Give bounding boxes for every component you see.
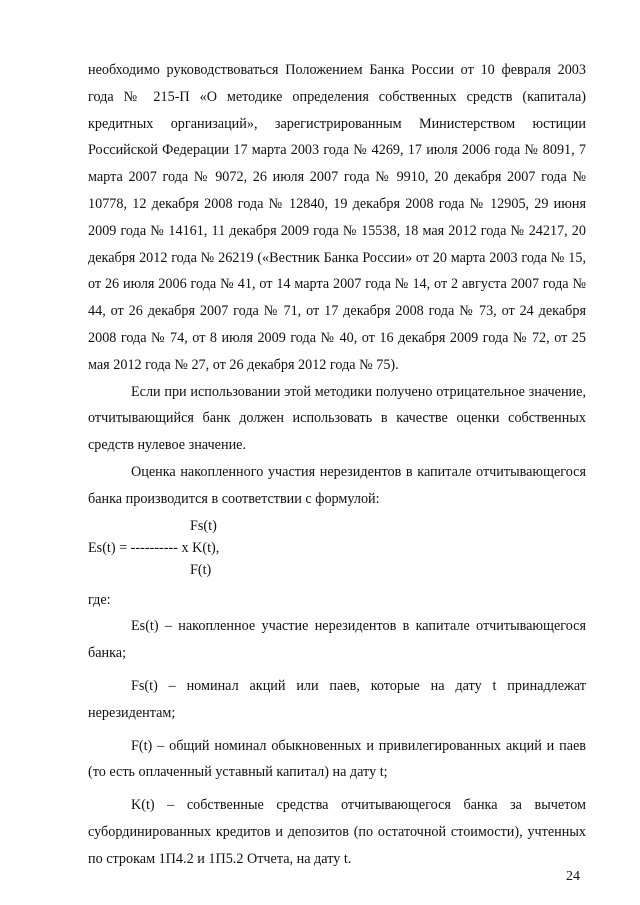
paragraph-negative-value: Если при использовании этой методики получено отрицательное значение, отчитывающийся банк должен использовать в качестве оценки собственных средств нулевое значение. [88,383,586,454]
definitions-list [88,613,586,872]
page-body [88,57,586,879]
formula [88,515,586,587]
definition-k: K(t) – собственные средства отчитывающегося банка за вычетом субординированных кредитов и депозитов (по остаточной стоимости), учтенных по строкам 1П4.2 и 1П5.2 Отчета, на дату t. [88,797,586,867]
formula-expression: Es(t) = ---------- x K(t), [88,539,220,556]
paragraph-formula-intro: Оценка накопленного участия нерезидентов в капитале отчитывающегося банка производится в соответствии с формулой: [88,463,586,507]
formula-denominator: F(t) [190,561,212,578]
definition-fs: Fs(t) – номинал акций или паев, которые на дату t принадлежат нерезидентам; [88,677,586,721]
paragraph-regulation-reference: необходимо руководствоваться Положением Банка России от 10 февраля 2003 года № 215-П «О методике определения собственных средств (капитала) кредитных организаций», зарегистрированным Министерством юстиции Российской Федерации 17 марта 2003 года № 4269, 17 июля 2006 года № 8091, 7 марта 2007 года № 9072, 26 июля 2007 года № 9910, 20 декабря 2007 года № 10778, 12 декабря 2008 года № 12840, 19 декабря 2008 года № 12905, 29 июня 2009 года № 14161, 11 декабря 2009 года № 15538, 18 мая 2012 года № 24217, 20 декабря 2012 года № 26219 («Вестник Банка России» от 20 марта 2003 года № 15, от 26 июля 2006 года № 41, от 14 марта 2007 года № 14, от 2 августа 2007 года № 44, от 26 декабря 2007 года № 71, от 17 декабря 2008 года № 73, от 24 декабря 2008 года № 74, от 8 июля 2009 года № 40, от 16 декабря 2009 года № 72, от 25 мая 2012 года № 27, от 26 декабря 2012 года № 75). [88,62,586,373]
where-label: где: [88,591,111,608]
definition-f: F(t) – общий номинал обыкновенных и привилегированных акций и паев (то есть оплаченный уставный капитал) на дату t; [88,737,586,781]
definition-es: Es(t) – накопленное участие нерезидентов в капитале отчитывающегося банка; [88,618,586,662]
formula-numerator: Fs(t) [190,517,217,534]
page-number: 24 [566,869,580,884]
